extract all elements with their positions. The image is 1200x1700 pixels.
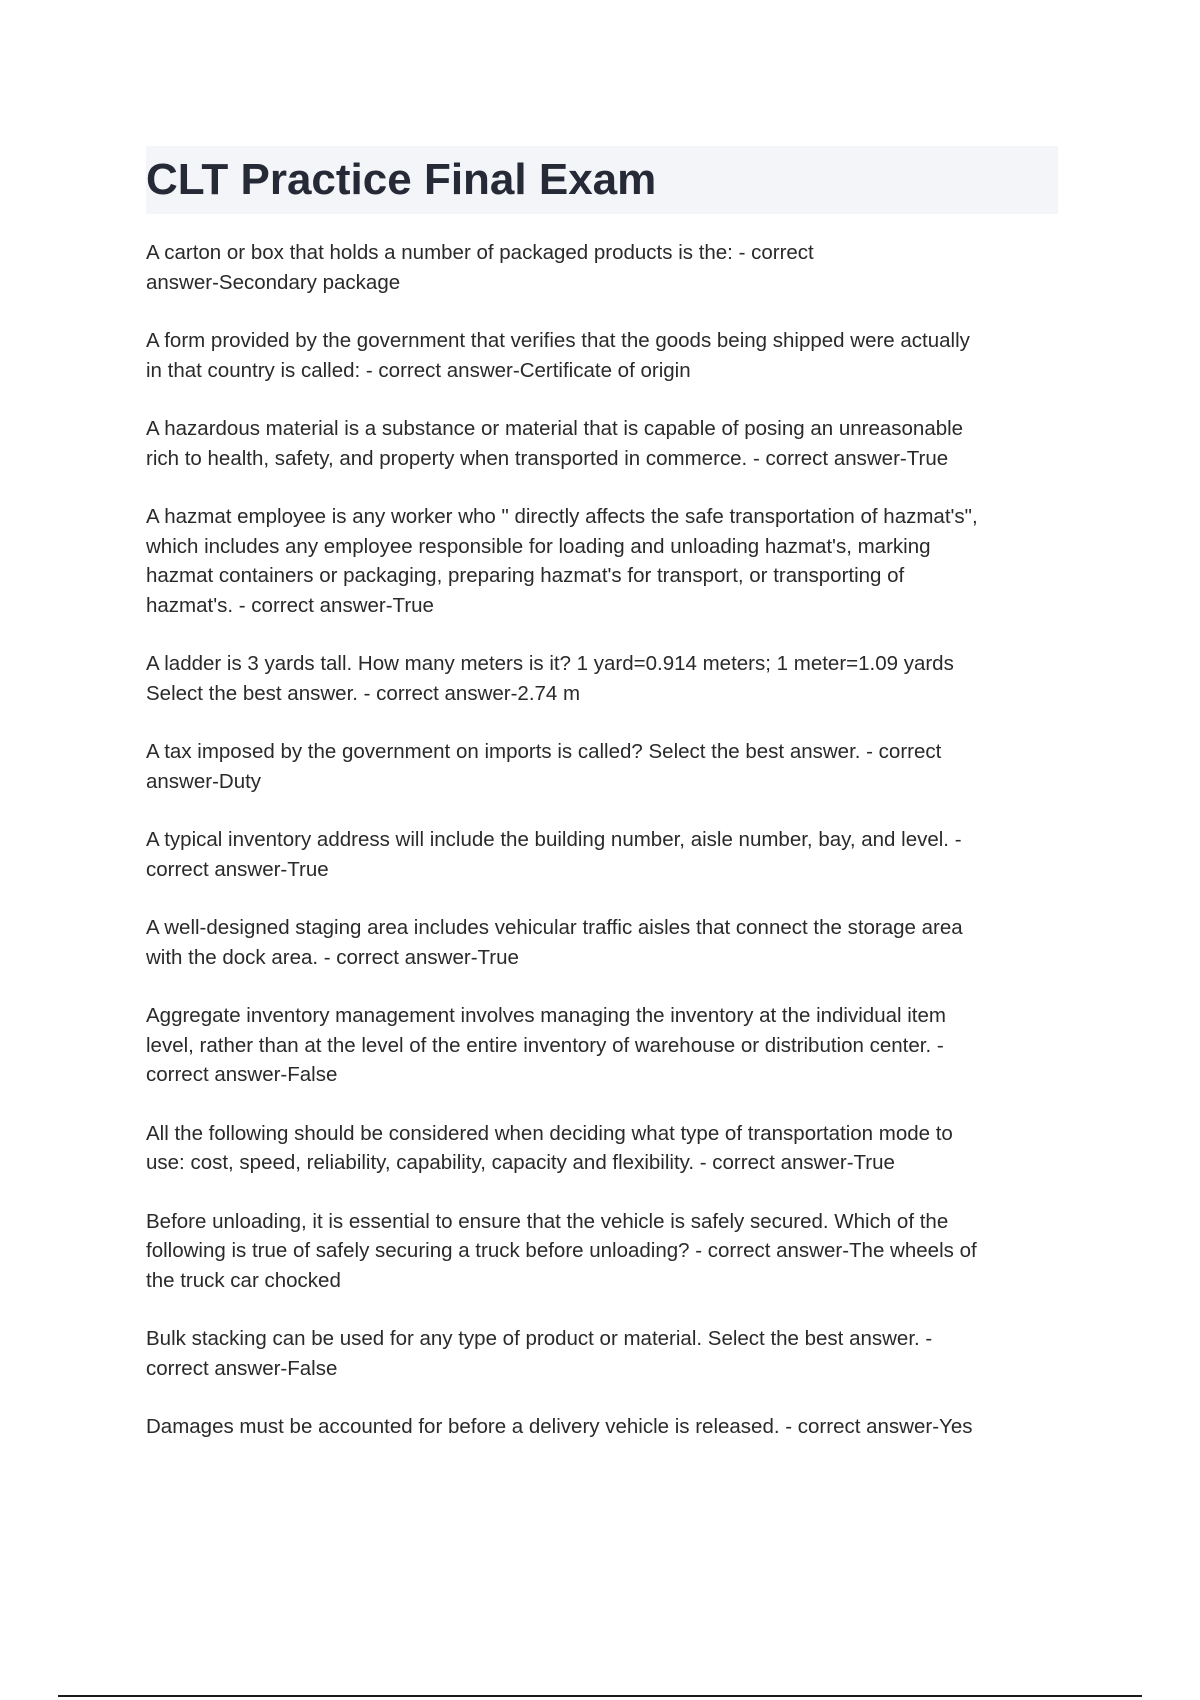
question-answer-line: A hazmat employee is any worker who " directly affects the safe transportation of hazmat's", [146,505,978,528]
question-answer-item [146,326,1066,385]
question-answer-line: Bulk stacking can be used for any type of product or material. Select the best answer. - [146,1327,933,1350]
question-answer-line: rich to health, safety, and property when transported in commerce. - correct answer-True [146,446,949,470]
question-answer-line: All the following should be considered when deciding what type of transportation mode to [146,1121,953,1145]
question-answer-line: Aggregate inventory management involves managing the inventory at the individual item [146,1004,946,1027]
question-answer-item [146,1119,1066,1178]
page-title: CLT Practice Final Exam [146,155,657,204]
question-answer-line: A ladder is 3 yards tall. How many meters is it? 1 yard=0.914 meters; 1 meter=1.09 yards [146,652,954,675]
question-answer-line: hazmat's. - correct answer-True [146,593,434,617]
question-answer-line: in that country is called: - correct answer-Certificate of origin [146,358,691,382]
question-answer-line: A tax imposed by the government on imports is called? Select the best answer. - correct [146,740,942,763]
question-answer-line: which includes any employee responsible for loading and unloading hazmat's, marking [146,534,931,558]
question-answer-item [146,502,1066,620]
question-answer-line: A hazardous material is a substance or material that is capable of posing an unreasonable [146,417,964,440]
question-answer-item [146,1324,1066,1383]
question-answer-line: following is true of safely securing a truck before unloading? - correct answer-The wheels of [146,1239,977,1262]
title-band [146,146,1058,214]
question-answer-line: answer-Duty [146,769,262,793]
question-answer-line: Before unloading, it is essential to ensure that the vehicle is safely secured. Which of the [146,1209,949,1233]
question-answer-item [146,737,1066,796]
footer-divider [58,1695,1142,1697]
question-answer-line: A carton or box that holds a number of packaged products is the: - correct [146,241,814,264]
question-answer-line: with the dock area. - correct answer-True [146,945,519,969]
question-answer-line: level, rather than at the level of the entire inventory of warehouse or distribution center. - [146,1033,944,1057]
question-answer-item [146,825,1066,884]
question-answer-line: use: cost, speed, reliability, capability, capacity and flexibility. - correct answer-True [146,1151,895,1174]
question-answer-list [146,238,1066,1471]
question-answer-line: the truck car chocked [146,1268,341,1292]
question-answer-line: Damages must be accounted for before a delivery vehicle is released. - correct answer-Yes [146,1415,973,1438]
question-answer-line: A form provided by the government that verifies that the goods being shipped were actually [146,329,970,352]
question-answer-line: A typical inventory address will include the building number, aisle number, bay, and level. - [146,828,962,851]
question-answer-line: correct answer-True [146,857,329,881]
question-answer-line: answer-Secondary package [146,270,401,294]
question-answer-line: A well-designed staging area includes vehicular traffic aisles that connect the storage area [146,916,963,939]
question-answer-line: Select the best answer. - correct answer-2.74 m [146,681,581,705]
question-answer-item [146,1001,1066,1090]
question-answer-item [146,414,1066,473]
question-answer-item [146,913,1066,972]
question-answer-item [146,1207,1066,1296]
question-answer-item [146,1412,1066,1442]
question-answer-item [146,649,1066,708]
question-answer-line: correct answer-False [146,1356,338,1380]
question-answer-line: correct answer-False [146,1063,338,1086]
question-answer-line: hazmat containers or packaging, preparing hazmat's for transport, or transporting of [146,564,905,587]
question-answer-item [146,238,1066,297]
